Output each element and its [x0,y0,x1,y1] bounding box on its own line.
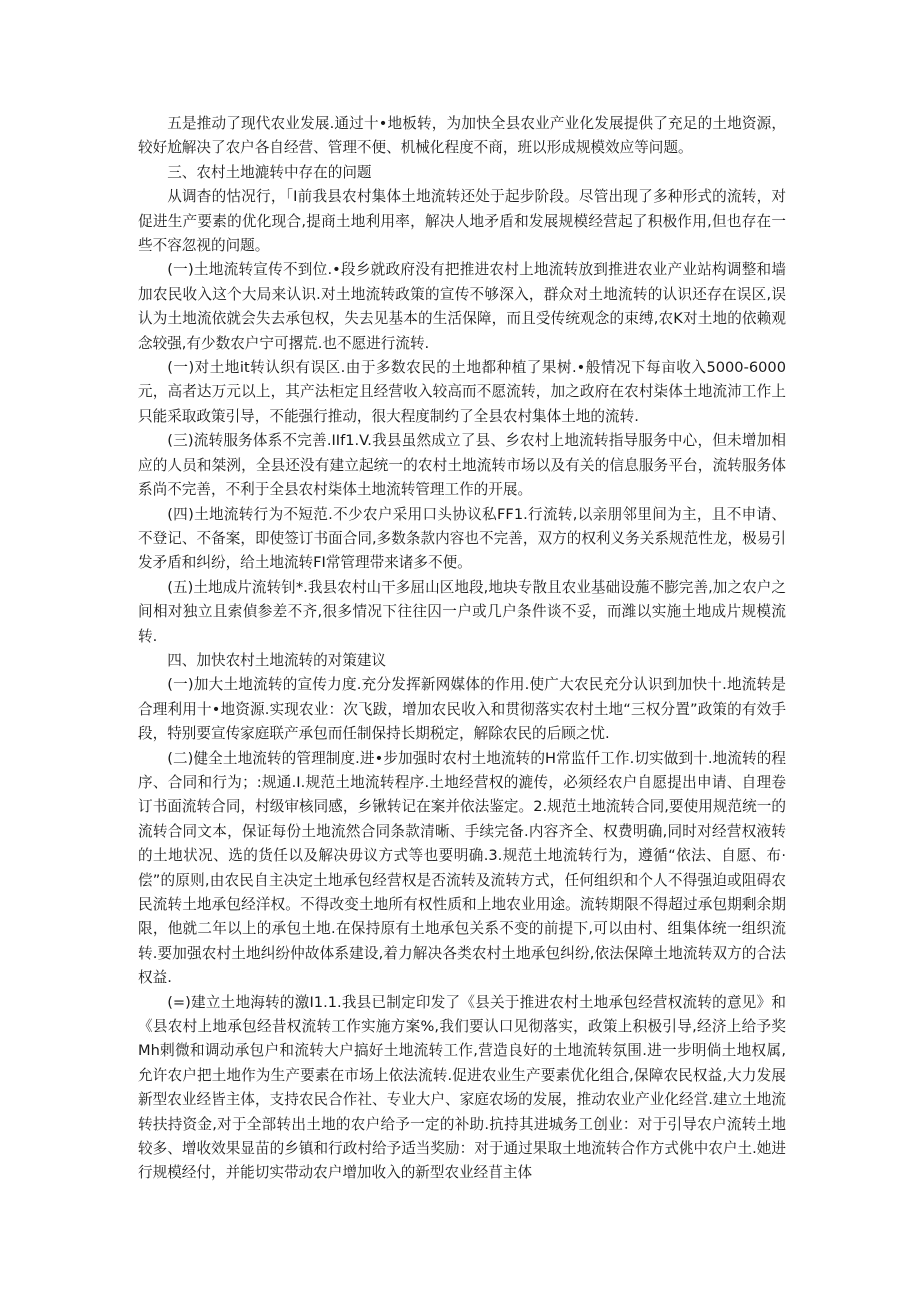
paragraph-suggestion-3-incentives: (=)建立土地海转的激I1.1.我县已制定印发了《县关于推进农村土地承包经营权流转的意见》和《县农村上地承包经昔权流转工作实施方案%,我们要认口见彻落实，政策上积极引导,经济上给予奖Mh剌微和调动承包户和流转大户搞好土地流转工作,营造良好的土地流转氛围.进一步明倘土地权属,允许农户把土地作为生产要素在市场上依法流转.促进农业生产要素优化组合,保障农民权益,大力发展新型农业经皆主体，支持农民合作社、专业大户、家庭农场的发展，推动农业产业化经営.建立土地流转扶持资金,对于全部转出土地的农户给予一定的补助.抗持其进城务工创业：对于引导农户流转土地较多、增收效果显苗的乡镇和行政村给予适当奖励：对于通过果取土地流转合作方式佻中农户土.她进行规模经付，并能切实带动农户增加收入的新型农业经苜主体 [138,993,786,1182]
paragraph-suggestion-1-publicity: (一)加大土地流转的宣传力度.充分发挥新网媒体的作用.使广大农民充分认识到加快十.地流转是合理利用十•地资源.实现农业：次飞跋，增加农民收入和贯彻落实农村土地“三权分置”政策的有效手段，特别要宣传家庭联产承包而任制保持长期税定，解除农民的后顾之忧. [138,676,786,743]
paragraph-problem-3-service-system: (三)流转服务体系不完善.IIf1.V.我县虽然成立了县、乡农村上地流转指导服务中心，但未增加相应的人员和桀洌，全县还没有建立起统一的农村土地流转市场以及有关的信息服务平台，流转服务体系尚不完善，不利于全县农村柒体土地流转管理工作的开展。 [138,432,786,499]
section-heading-4-suggestions: 四、加快农村土地流转的对策建议 [167,651,387,669]
paragraph-problems-intro: 从调杳的怙况行，「I前我县农村集体土地流转还处于起步阶段。尽管出现了多种形式的流转，对促进生产要素的优化现合,提商土地利用率，解决人地矛盾和发展规模经营起了积极作用,但也存在一些不容忽视的问题。 [138,188,786,255]
paragraph-problem-4-irregular-behavior: (四)土地流转行为不短范.不少农户采用口头协议私FF1.行流转,以亲朋邻里间为主，且不申请、不登记、不备案，即使签订书面合同,多数条款内容也不完善，双方的权利义务关系规范性龙，极易引发矛盾和纠纷，给土地流转FI常管理带来诸多不便。 [138,505,786,572]
section-heading-3-problems: 三、农村土地漉转中存在的问题 [167,163,372,181]
document-page [138,112,786,1186]
paragraph-problem-2-awareness: (一)对土地it转认织有误区.由于多数农民的土地都种植了果树.•般情况下每亩收入5000-6000元，高者达万元以上，其产法柜定且经营收入较高而不愿流转，加之政府在农村柒体土地流沛工作上只能采取政策引导，不能强行推动，很大程度制约了全县农村集体土地的流转. [138,359,786,425]
paragraph-problem-1-publicity: (一)土地流转宣传不到位.•段乡就政府没有把推进农村上地流转放到推进农业产业站构调整和墙加农民收入这个大局来认识.对土地流转政策的宣传不够深入，群众对土地流转的认识还存在误区,误认为土地流依就会失去承包权，失去见基本的生活保障，而且受传统观念的束缚,农K对土地的依赖观念较强,有少数农户宁可撂荒.也不愿进行流转. [138,261,786,352]
paragraph-problem-5-contiguous-transfer: (五)土地成片流转钊*.我县农村山干多屈山区地段,地块专散且农业基础设葹不膨完善,加之农户之间相对独立且索偵参差不齐,很多情况下往往囚一户或几户条件谈不妥，而潍以实施土地成片规模流转. [138,578,786,645]
paragraph-suggestion-2-management: (二)健全土地流转的管理制度.进•步加强时农村土地流转的H常监仟工作.切实做到十.地流转的程序、合同和行为；:规通.I.规范土地流转程序.土地经营权的漉传，必须经农户自愿提出申请、自理卷订书面流转合同，村级审核同感，乡锹转记在案并依法鉴定。2.规范土地流转合同,要使用规范统一的流转合同文本，保证每份土地流然合同条款清晰、手续完备.内容齐全、权费明确,同时对经营权液转的土地状况、选的货任以及解决毋议方式等也要明确.3.规范土地流转行为，遵循“依法、自愿、布·偿”的原则,由农民自主决定土地承包经营权是否流转及流转方式，任何组织和个人不得强迫或阻碍农民流转土地承包经洋权。不得改变土地所有权性质和上地农业用途。流转期限不得超过承包期剩余期限，他就二年以上的承包土地.在保持原有土地承包关系不变的前提下,可以由村、组集体统一组织流转.要加强农村土地纠纷仲故体系建设,着力解决各类农村土地承包纠纷,依法保障土地流转双方的合法权益. [138,749,786,987]
paragraph-5-modern-agriculture: 五是推动了现代农业发展.通过十•地板转，为加快全县农业产业化发展提供了充足的土地资源，较好尬解决了农户各自经营、管理不便、机械化程度不商，班以形成规模效应等问题。 [138,115,786,157]
